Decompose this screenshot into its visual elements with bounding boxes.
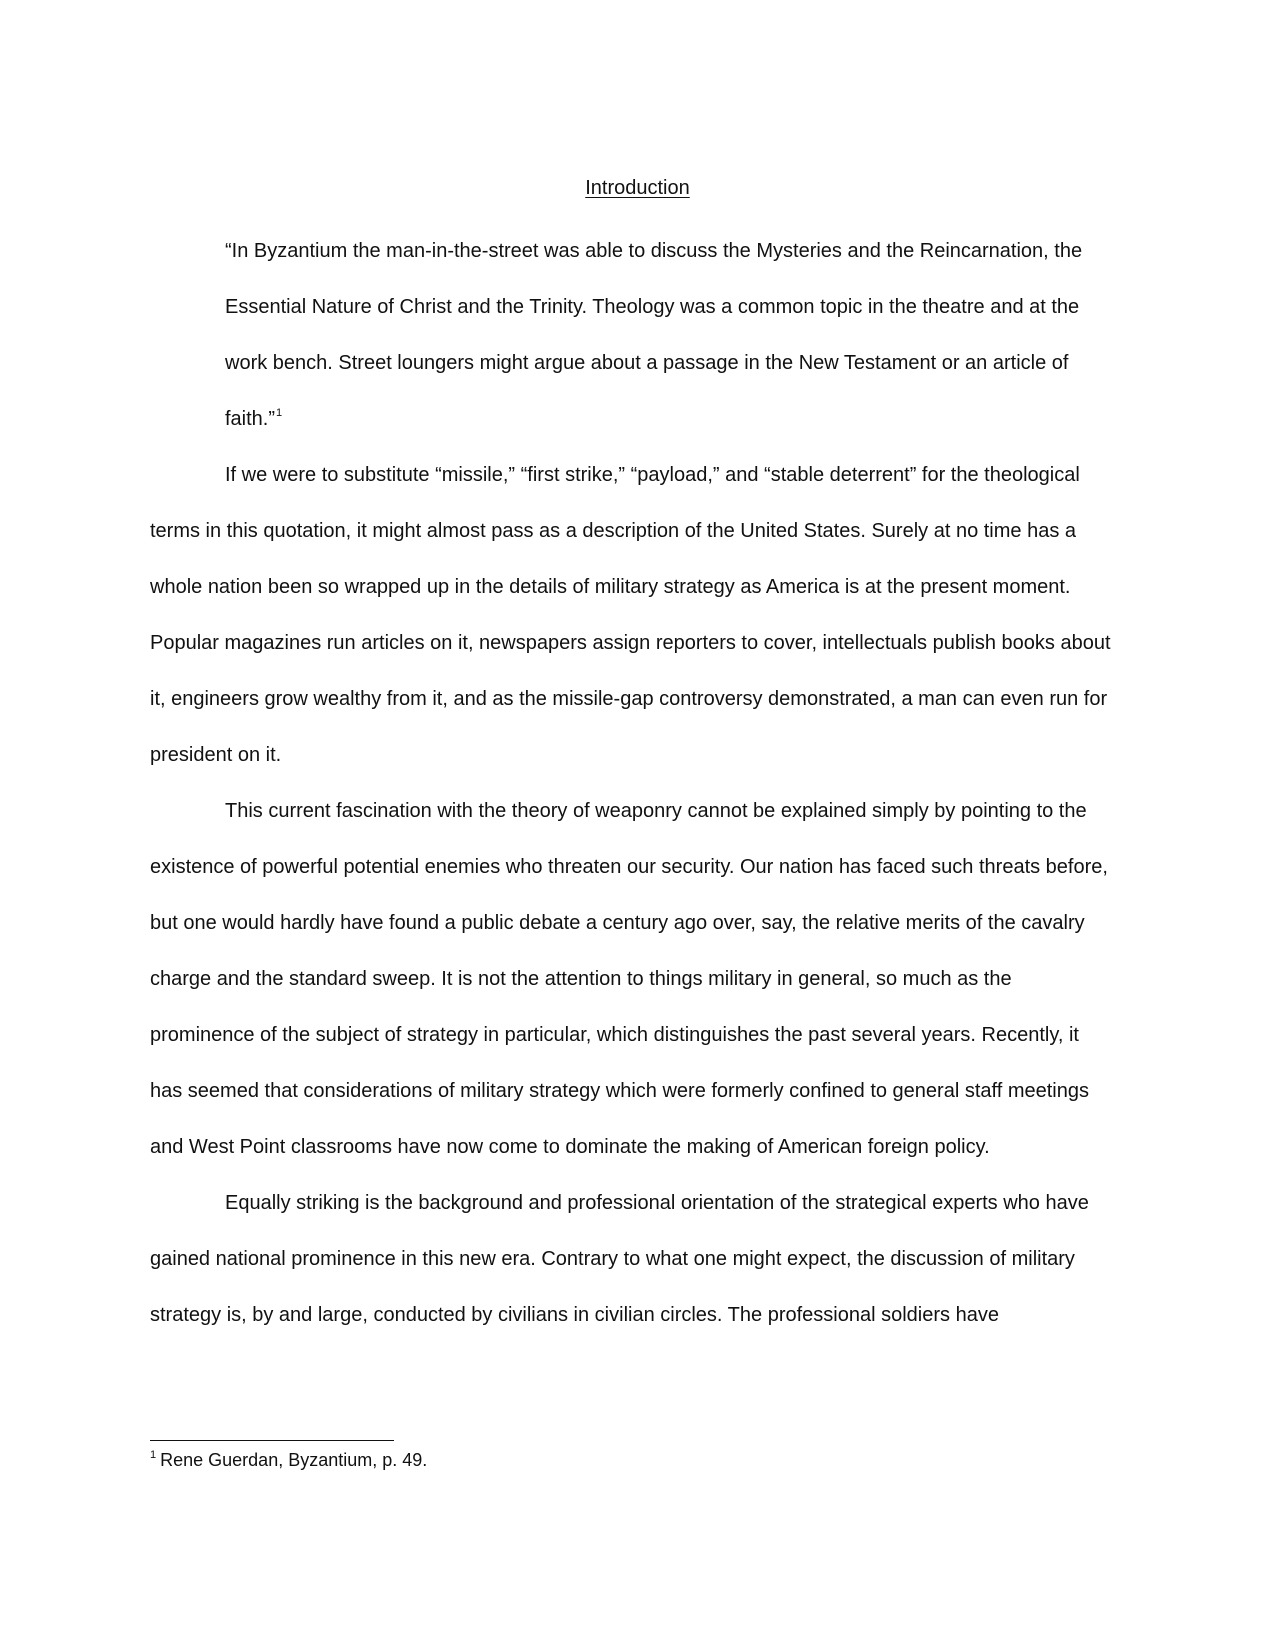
quote-text: “In Byzantium the man-in-the-street was able to discuss the Mysteries and the Reincarnation, the Essential Nature of Christ and the Trinity. Theology was a common topic in the theatre and at the work bench. Street loungers might argue about a passage in the New Testament or an article of faith.”	[225, 240, 1083, 430]
block-quote	[150, 223, 1116, 447]
footnote-number: 1	[150, 1449, 157, 1461]
title-text: Introduction	[585, 177, 690, 199]
paragraph-1: If we were to substitute “missile,” “first strike,” “payload,” and “stable deterrent” for the theological terms in this quotation, it might almost pass as a description of the United States. Surely at no time has a whole nation been so wrapped up in the details of military strategy as America is at the present moment. Popular magazines run articles on it, newspapers assign reporters to cover, intellectuals publish books about it, engineers grow wealthy from it, and as the missile-gap controversy demonstrated, a man can even run for president on it.	[150, 464, 1111, 766]
footnote-reference[interactable]: 1	[276, 407, 283, 419]
footnote	[150, 1448, 1050, 1472]
footnote-separator	[150, 1440, 394, 1441]
page-title	[0, 176, 1275, 200]
paragraph-2: This current fascination with the theory of weaponry cannot be explained simply by pointing to the existence of powerful potential enemies who threaten our security. Our nation has faced such threats before, but one would hardly have found a public debate a century ago over, say, the relative merits of the cavalry charge and the standard sweep. It is not the attention to things military in general, so much as the prominence of the subject of strategy in particular, which distinguishes the past several years. Recently, it has seemed that considerations of military strategy which were formerly confined to general staff meetings and West Point classrooms have now come to dominate the making of American foreign policy.	[150, 800, 1108, 1158]
footnote-text: Rene Guerdan, Byzantium, p. 49.	[160, 1450, 428, 1470]
paragraph-3: Equally striking is the background and professional orientation of the strategical experts who have gained national prominence in this new era. Contrary to what one might expect, the discussion of military strategy is, by and large, conducted by civilians in civilian circles. The professional soldiers have	[150, 1192, 1089, 1326]
body-text	[150, 223, 1116, 1343]
